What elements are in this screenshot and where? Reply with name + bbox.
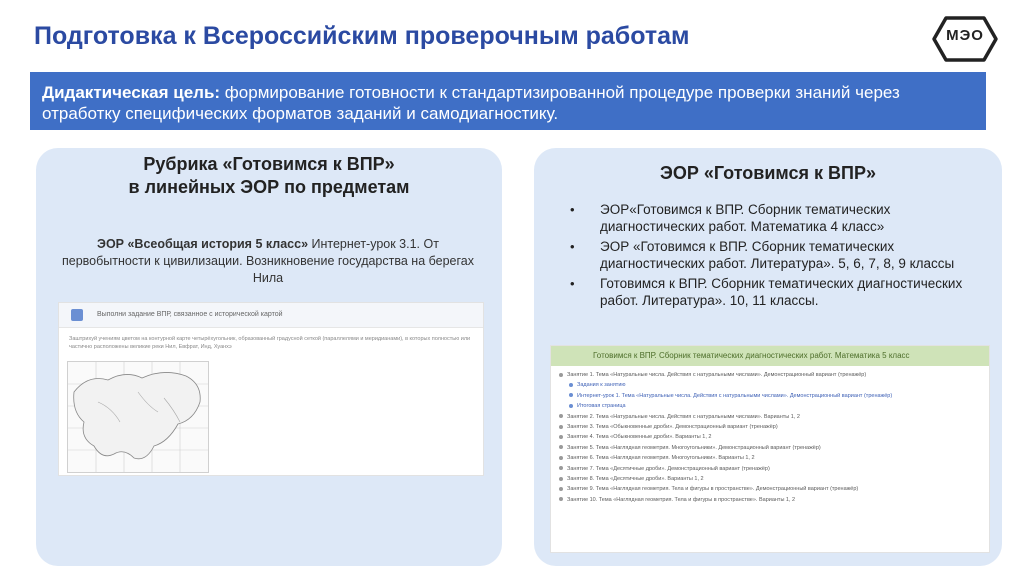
goal-text: формирование готовности к стандартизированной процедуре проверки знаний через отработку специфических форматов заданий и самодиагностику. [42, 83, 900, 123]
lesson-bullet-icon [559, 435, 563, 439]
right-panel-heading: ЭОР «Готовимся к ВПР» [660, 163, 876, 183]
lesson-bullet-icon [559, 414, 563, 418]
history-lesson-screenshot [58, 302, 484, 476]
lesson-link[interactable]: Интернет-урок 1. Тема «Натуральные числа. Действия с натуральными числами». Демонстрационный вариант (тренажёр) [577, 392, 893, 399]
lesson-sub-row[interactable] [559, 391, 989, 401]
lesson-list [551, 366, 989, 505]
contour-map-image [67, 361, 209, 473]
screenshot-header-text: Выполни задание ВПР, связанное с исторической картой [97, 311, 283, 318]
lesson-bullet-icon [559, 497, 563, 501]
lesson-sub-row[interactable] [559, 401, 989, 411]
lesson-row[interactable] [559, 412, 989, 422]
lesson-bullet-icon [559, 466, 563, 470]
list-item [564, 201, 984, 235]
bullet-icon: • [570, 202, 575, 217]
eor-description [58, 236, 478, 287]
eor-name: ЭОР «Всеобщая история 5 класс» [97, 237, 309, 251]
course-header: Готовимся к ВПР. Сборник тематических диагностических работ. Математика 5 класс [551, 346, 989, 366]
list-item-text: ЭОР«Готовимся к ВПР. Сборник тематических диагностических работ. Математика 4 класс» [600, 202, 891, 234]
lesson-link[interactable]: Занятие 5. Тема «Наглядная геометрия. Многоугольники». Демонстрационный вариант (тренажёр) [567, 444, 821, 451]
list-item-text: ЭОР «Готовимся к ВПР. Сборник тематических диагностических работ. Литература». 5, 6, 7, 8, 9 классы [600, 239, 955, 271]
list-item [564, 238, 984, 272]
goal-label: Дидактическая цель: [42, 83, 221, 102]
lesson-bullet-icon [559, 445, 563, 449]
list-item-text: Готовимся к ВПР. Сборник тематических диагностических работ. Литература». 10, 11 классы. [600, 276, 963, 308]
bullet-icon: • [570, 239, 575, 254]
contour-map-icon [68, 362, 208, 472]
lesson-row[interactable] [559, 370, 989, 380]
lesson-link[interactable]: Занятие 6. Тема «Наглядная геометрия. Многоугольники». Варианты 1, 2 [567, 455, 755, 462]
lesson-link[interactable]: Занятие 3. Тема «Обыкновенные дроби». Демонстрационный вариант (тренажёр) [567, 424, 778, 431]
lesson-bullet-icon [559, 487, 563, 491]
lesson-link[interactable]: Задания к занятию [577, 382, 626, 389]
lesson-sub-row[interactable] [559, 380, 989, 390]
lesson-link[interactable]: Занятие 8. Тема «Десятичные дроби». Варианты 1, 2 [567, 476, 704, 483]
bullet-icon: • [570, 276, 575, 291]
lesson-bullet-icon [559, 477, 563, 481]
didactic-goal-banner [30, 72, 986, 130]
lesson-link[interactable]: Занятие 2. Тема «Натуральные числа. Действия с натуральными числами». Варианты 1, 2 [567, 413, 800, 420]
left-heading-line1: Рубрика «Готовимся к ВПР» [143, 154, 395, 174]
eor-text: Интернет-урок 3.1. От первобытности к цивилизации. Возникновение государства на берегах Нила [62, 237, 474, 285]
lesson-row[interactable] [559, 474, 989, 484]
lesson-link[interactable]: Занятие 7. Тема «Десятичные дроби». Демонстрационный вариант (тренажёр) [567, 465, 770, 472]
lesson-bullet-icon [569, 393, 573, 397]
page-title: Подготовка к Всероссийским проверочным работам [34, 22, 690, 50]
lesson-link[interactable]: Занятие 10. Тема «Наглядная геометрия. Тела и фигуры в пространстве». Варианты 1, 2 [567, 496, 796, 503]
task-icon [71, 309, 83, 321]
lesson-bullet-icon [559, 373, 563, 377]
lesson-row[interactable] [559, 495, 989, 505]
meo-logo [930, 14, 1000, 64]
lesson-row[interactable] [559, 484, 989, 494]
lesson-link[interactable]: Итоговая страница [577, 403, 626, 410]
eor-list [564, 201, 984, 312]
lesson-bullet-icon [569, 383, 573, 387]
lesson-row[interactable] [559, 443, 989, 453]
lesson-row[interactable] [559, 453, 989, 463]
lesson-link[interactable]: Занятие 9. Тема «Наглядная геометрия. Тела и фигуры в пространстве». Демонстрационный вариант (тренажёр) [567, 486, 859, 493]
left-heading-line2: в линейных ЭОР по предметам [128, 177, 410, 197]
lesson-row[interactable] [559, 422, 989, 432]
lesson-link[interactable]: Занятие 4. Тема «Обыкновенные дроби». Варианты 1, 2 [567, 434, 712, 441]
math-course-screenshot [550, 345, 990, 553]
lesson-row[interactable] [559, 432, 989, 442]
lesson-bullet-icon [559, 425, 563, 429]
screenshot-header [59, 303, 483, 328]
right-panel [534, 148, 1002, 566]
lesson-row[interactable] [559, 464, 989, 474]
left-panel [36, 148, 502, 566]
list-item [564, 275, 984, 309]
left-panel-heading [36, 153, 502, 199]
screenshot-task-text: Заштрихуй учениям цветом на контурной карте четырёхугольник, образованный градусной сеткой (параллелями и меридианами), в которых полностью или частично расположены великие реки Нил, Евфрат, Инд, Хуанхэ [69, 336, 471, 350]
logo-text: МЭО [946, 27, 984, 44]
lesson-bullet-icon [569, 404, 573, 408]
lesson-link[interactable]: Занятие 1. Тема «Натуральные числа. Действия с натуральными числами». Демонстрационный вариант (тренажёр) [567, 372, 867, 378]
lesson-bullet-icon [559, 456, 563, 460]
